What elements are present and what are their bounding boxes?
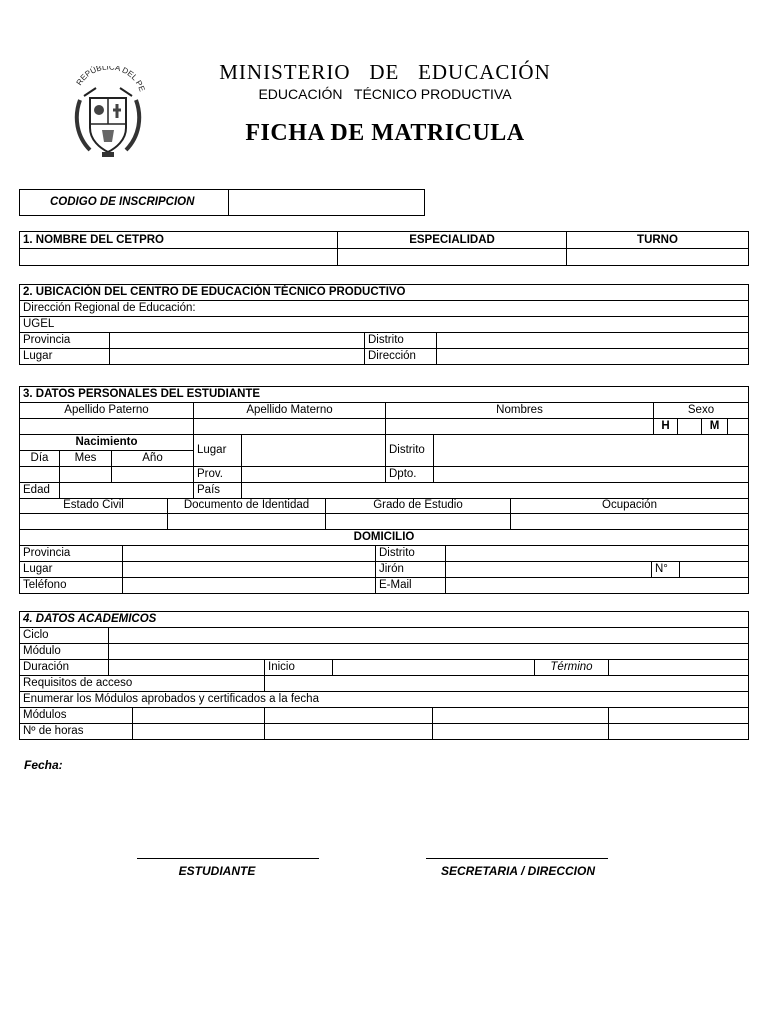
home-place-field[interactable] [123, 562, 376, 578]
ugel-row[interactable] [20, 317, 749, 333]
cycle-field[interactable] [109, 628, 749, 644]
birth-place-label: Lugar [194, 435, 242, 467]
duration-field[interactable] [109, 660, 265, 676]
number-field[interactable] [680, 562, 749, 578]
civil-status-field[interactable] [20, 514, 168, 530]
module-label: Módulo [20, 644, 109, 660]
domicile-table [19, 530, 749, 594]
section-1-table [19, 231, 749, 266]
province-field[interactable] [110, 333, 365, 349]
date-label: Fecha: [24, 758, 63, 772]
birth-district-field[interactable] [434, 435, 749, 467]
occupation-label: Ocupación [511, 498, 749, 514]
birth-province-field[interactable] [242, 467, 386, 483]
street-label: Jirón [376, 562, 446, 578]
section-3-civil-table [19, 498, 749, 530]
home-place-label: Lugar [20, 562, 123, 578]
id-document-field[interactable] [168, 514, 326, 530]
country-field[interactable] [242, 483, 749, 499]
age-label: Edad [20, 483, 60, 499]
section-2-table [19, 284, 749, 365]
regional-direction-label: Dirección Regional de Educación: [23, 302, 196, 314]
section-3-table [19, 386, 749, 499]
occupation-field[interactable] [511, 514, 749, 530]
regional-direction-row[interactable] [20, 301, 749, 317]
email-field[interactable] [446, 578, 749, 594]
shift-label: TURNO [567, 232, 749, 249]
student-signature-line[interactable] [137, 858, 319, 859]
duration-label: Duración [20, 660, 109, 676]
paternal-surname-label: Apellido Paterno [20, 403, 194, 419]
cetpro-name-label: 1. NOMBRE DEL CETPRO [20, 232, 338, 249]
section-4-title: 4. DATOS ACADEMICOS [20, 612, 749, 628]
code-field[interactable] [229, 190, 425, 216]
place-label: Lugar [20, 349, 110, 365]
home-district-field[interactable] [446, 546, 749, 562]
form-title: FICHA DE MATRICULA [245, 120, 525, 146]
address-field[interactable] [437, 349, 749, 365]
sex-female-checkbox[interactable] [728, 419, 749, 435]
hours-3-field[interactable] [433, 724, 609, 740]
maternal-surname-field[interactable] [194, 419, 386, 435]
cetpro-name-field[interactable] [20, 249, 338, 266]
student-signature-label: ESTUDIANTE [178, 864, 256, 878]
phone-field[interactable] [123, 578, 376, 594]
birth-district-label: Distrito [386, 435, 434, 467]
hours-4-field[interactable] [609, 724, 749, 740]
domicile-title: DOMICILIO [20, 530, 749, 546]
sex-male-label: H [654, 419, 678, 435]
country-label: País [194, 483, 242, 499]
subtitle: EDUCACIÓN TÉCNICO PRODUCTIVA [258, 86, 512, 102]
end-label: Término [535, 660, 609, 676]
section-2-title: 2. UBICACIÓN DEL CENTRO DE EDUCACIÓN TÉCNICO PRODUCTIVO [20, 285, 749, 301]
street-field[interactable] [446, 562, 652, 578]
birth-year-label: Año [112, 451, 194, 467]
home-province-label: Provincia [20, 546, 123, 562]
shift-field[interactable] [567, 249, 749, 266]
email-label: E-Mail [376, 578, 446, 594]
age-field[interactable] [60, 483, 194, 499]
start-field[interactable] [333, 660, 535, 676]
birth-month-field[interactable] [60, 467, 112, 483]
birth-department-field[interactable] [434, 467, 749, 483]
end-field[interactable] [609, 660, 749, 676]
number-label: N° [652, 562, 680, 578]
province-label: Provincia [20, 333, 110, 349]
hours-2-field[interactable] [265, 724, 433, 740]
secretary-signature-line[interactable] [426, 858, 608, 859]
birth-place-field[interactable] [242, 435, 386, 467]
module-4-field[interactable] [609, 708, 749, 724]
place-field[interactable] [110, 349, 365, 365]
ugel-label: UGEL [23, 318, 55, 330]
requirements-label: Requisitos de acceso [20, 676, 265, 692]
address-label: Dirección [365, 349, 437, 365]
requirements-field[interactable] [265, 676, 749, 692]
birth-label: Nacimiento [20, 435, 194, 451]
svg-text:REPÚBLICA DEL PERÚ: REPÚBLICA DEL PE [74, 66, 147, 93]
home-district-label: Distrito [376, 546, 446, 562]
specialty-label: ESPECIALIDAD [338, 232, 567, 249]
module-field[interactable] [109, 644, 749, 660]
section-4-table [19, 611, 749, 740]
secretary-signature-label: SECRETARIA / DIRECCION [440, 864, 595, 878]
approved-modules-label: Enumerar los Módulos aprobados y certificados a la fecha [20, 692, 749, 708]
section-3-title: 3. DATOS PERSONALES DEL ESTUDIANTE [20, 387, 749, 403]
code-box [19, 189, 425, 216]
sex-female-label: M [702, 419, 728, 435]
home-province-field[interactable] [123, 546, 376, 562]
code-label: CODIGO DE INSCRIPCION [20, 190, 229, 216]
module-2-field[interactable] [265, 708, 433, 724]
specialty-field[interactable] [338, 249, 567, 266]
district-field[interactable] [437, 333, 749, 349]
birth-month-label: Mes [60, 451, 112, 467]
sex-label: Sexo [654, 403, 749, 419]
id-document-label: Documento de Identidad [168, 498, 326, 514]
study-grade-label: Grado de Estudio [326, 498, 511, 514]
paternal-surname-field[interactable] [20, 419, 194, 435]
cycle-label: Ciclo [20, 628, 109, 644]
birth-day-field[interactable] [20, 467, 60, 483]
study-grade-field[interactable] [326, 514, 511, 530]
start-label: Inicio [265, 660, 333, 676]
module-1-field[interactable] [133, 708, 265, 724]
hours-label: Nº de horas [20, 724, 133, 740]
birth-year-field[interactable] [112, 467, 194, 483]
peru-coat-of-arms-logo [66, 66, 150, 160]
maternal-surname-label: Apellido Materno [194, 403, 386, 419]
district-label: Distrito [365, 333, 437, 349]
phone-label: Teléfono [20, 578, 123, 594]
sex-male-checkbox[interactable] [678, 419, 702, 435]
names-label: Nombres [386, 403, 654, 419]
names-field[interactable] [386, 419, 654, 435]
ministry-title: MINISTERIO DE EDUCACIÓN [219, 60, 551, 84]
birth-day-label: Día [20, 451, 60, 467]
modules-label: Módulos [20, 708, 133, 724]
civil-status-label: Estado Civil [20, 498, 168, 514]
birth-department-label: Dpto. [386, 467, 434, 483]
birth-province-label: Prov. [194, 467, 242, 483]
hours-1-field[interactable] [133, 724, 265, 740]
module-3-field[interactable] [433, 708, 609, 724]
